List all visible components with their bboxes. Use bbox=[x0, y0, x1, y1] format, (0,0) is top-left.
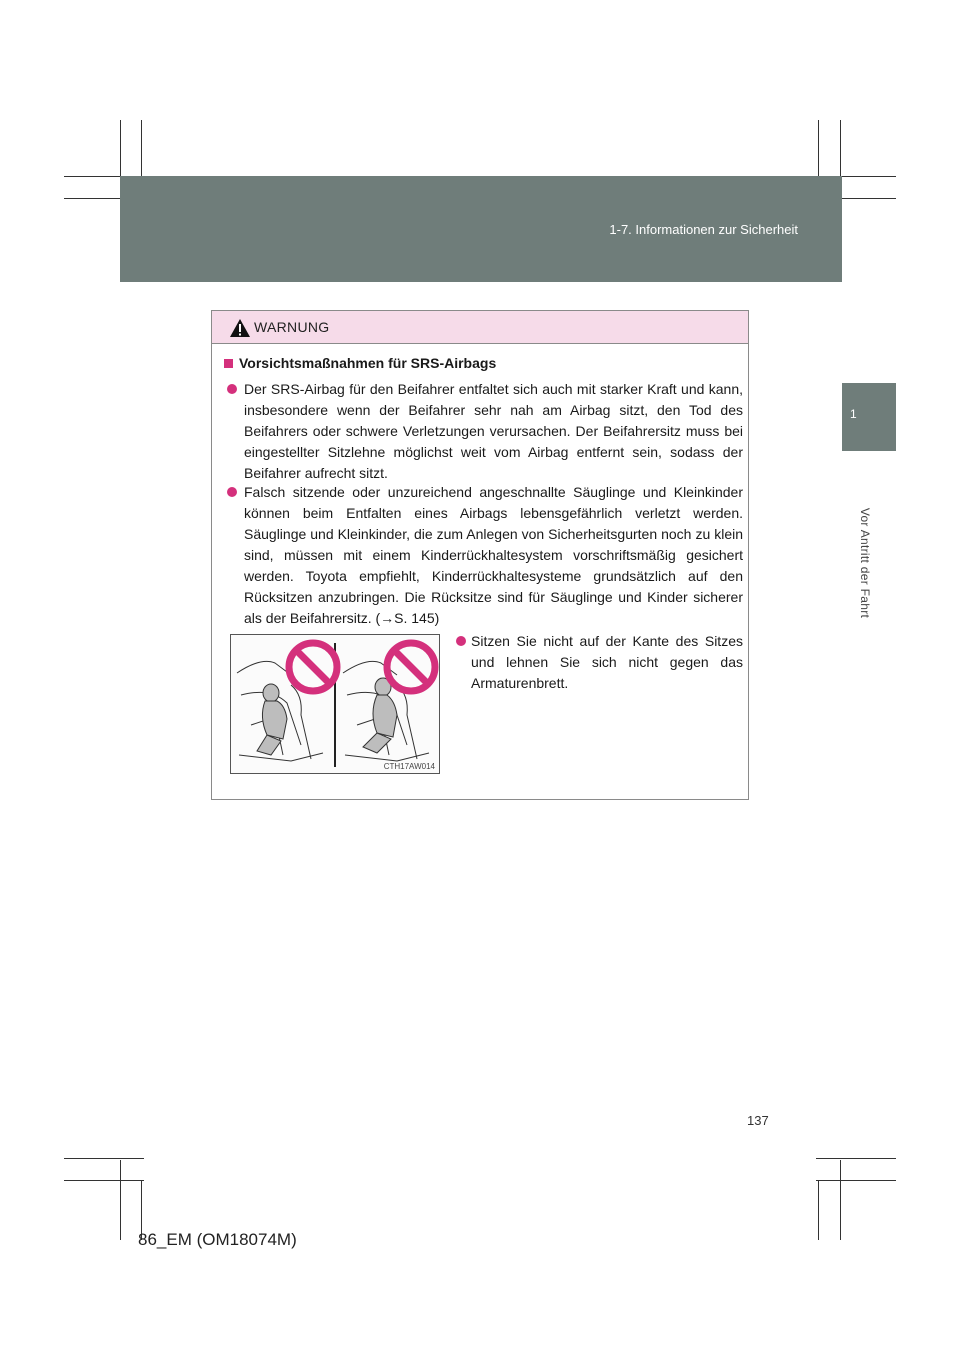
chapter-number: 1 bbox=[850, 407, 857, 421]
seated-passenger-illustration bbox=[231, 635, 439, 773]
warning-label: WARNUNG bbox=[254, 319, 330, 335]
bullet-icon bbox=[227, 487, 237, 497]
warning-header bbox=[212, 311, 748, 344]
crop-mark bbox=[842, 198, 896, 199]
section-title bbox=[224, 355, 496, 371]
warning-triangle-icon bbox=[229, 318, 251, 338]
bullet-icon bbox=[456, 636, 466, 646]
crop-mark bbox=[120, 120, 121, 182]
crop-mark bbox=[816, 1180, 896, 1181]
crop-mark bbox=[141, 120, 142, 182]
square-bullet-icon bbox=[224, 359, 233, 368]
warning-paragraph: Falsch sitzende oder unzureichend angeschnallte Säuglinge und Kleinkinder können beim Entfalten eines Airbags lebensgefährlich verletzt werden. Säuglinge und Kleinkinder, die zum Anlegen von Sicherheitsgurten noch zu klein sind, müssen mit einem Kinderrückhaltesystem vorschriftsmäßig gesichert werden. Toyota empfiehlt, Kinderrückhaltesysteme grundsätzlich auf den Rücksitzen anzubringen. Die Rücksitze sind für Säuglinge und Kinder sicherer als der Beifahrersitz. (→S. 145) bbox=[244, 484, 743, 626]
crop-mark bbox=[64, 1158, 144, 1159]
section-title-text: Vorsichtsmaßnahmen für SRS-Airbags bbox=[239, 355, 497, 371]
warning-paragraph: Der SRS-Airbag für den Beifahrer entfaltet sich auch mit starker Kraft und kann, insbesondere wenn der Beifahrer sehr nah am Airbag sitzt, den Tod des Beifahrers oder schwere Verletzungen verursachen. Der Beifahrersitz muss bei eingestellter Sitzlehne möglichst weit vom Airbag entfernt sein, sodass der Beifahrer aufrecht sitzt. bbox=[244, 381, 743, 481]
warning-paragraph: Sitzen Sie nicht auf der Kante des Sitzes und lehnen Sie sich nicht gegen das Armaturenbrett. bbox=[471, 633, 743, 691]
crop-mark bbox=[818, 120, 819, 182]
crop-mark bbox=[818, 1180, 819, 1240]
crop-mark bbox=[64, 198, 124, 199]
header-band bbox=[120, 176, 842, 282]
chapter-tab bbox=[842, 383, 896, 451]
airbag-illustration bbox=[230, 634, 440, 774]
footer-code: 86_EM (OM18074M) bbox=[138, 1230, 297, 1249]
chapter-title: Vor Antritt der Fahrt bbox=[858, 507, 872, 619]
warning-box bbox=[211, 310, 749, 800]
illustration-code: CTH17AW014 bbox=[383, 762, 435, 771]
crop-mark bbox=[816, 1158, 896, 1159]
page-number: 137 bbox=[747, 1113, 769, 1128]
crop-mark bbox=[64, 1180, 144, 1181]
crop-mark bbox=[840, 1160, 841, 1240]
section-header: 1-7. Informationen zur Sicherheit bbox=[609, 222, 798, 237]
bullet-icon bbox=[227, 384, 237, 394]
crop-mark bbox=[120, 1160, 121, 1240]
crop-mark bbox=[840, 120, 841, 182]
